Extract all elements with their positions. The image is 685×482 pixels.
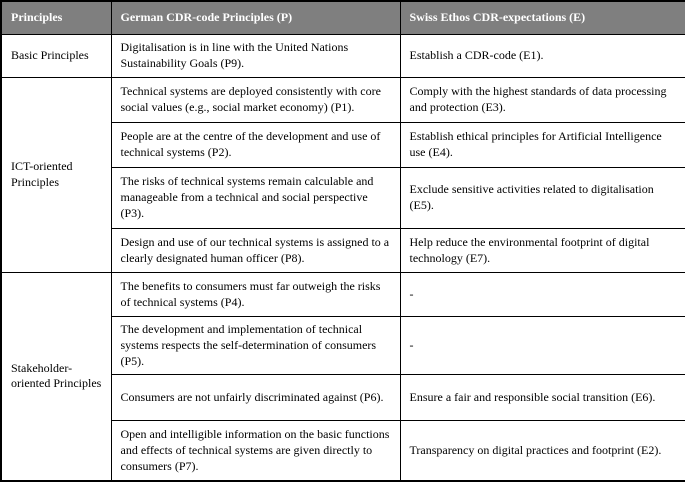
german-principle-cell-p6: Consumers are not unfairly discriminated against (P6). (111, 375, 400, 421)
german-principle-cell-p5: The development and implementation of technical systems respects the self-determination of consumers (P5). (111, 317, 400, 375)
swiss-expectation-cell-e6: Ensure a fair and responsible social transition (E6). (400, 375, 685, 421)
header-cell-principles: Principles (1, 1, 111, 35)
table-row (1, 35, 685, 78)
german-principle-cell-p2: People are at the centre of the development and use of technical systems (P2). (111, 123, 400, 168)
header-cell-german-cdr: German CDR-code Principles (P) (111, 1, 400, 35)
swiss-expectation-cell-dash-2: - (400, 317, 685, 375)
group-label-stakeholder-oriented-principles: Stakeholder-oriented Principles (1, 273, 111, 481)
swiss-expectation-cell-e7: Help reduce the environmental footprint of digital technology (E7). (400, 229, 685, 273)
swiss-expectation-cell-e1: Establish a CDR-code (E1). (400, 35, 685, 78)
table-row (1, 273, 685, 317)
table-header-row (1, 1, 685, 35)
german-principle-cell-p8: Design and use of our technical systems is assigned to a clearly designated human officer (P8). (111, 229, 400, 273)
group-label-basic-principles: Basic Principles (1, 35, 111, 78)
german-principle-cell-p1: Technical systems are deployed consistently with core social values (e.g., social market economy) (P1). (111, 78, 400, 123)
swiss-expectation-cell-e2: Transparency on digital practices and footprint (E2). (400, 421, 685, 481)
german-principle-cell-p7: Open and intelligible information on the basic functions and effects of technical systems are given directly to consumers (P7). (111, 421, 400, 481)
group-label-ict-oriented-principles: ICT-oriented Principles (1, 78, 111, 273)
swiss-expectation-cell-e5: Exclude sensitive activities related to digitalisation (E5). (400, 168, 685, 229)
german-principle-cell-p3: The risks of technical systems remain calculable and manageable from a technical and social perspective (P3). (111, 168, 400, 229)
swiss-expectation-cell-e4: Establish ethical principles for Artificial Intelligence use (E4). (400, 123, 685, 168)
swiss-expectation-cell-dash-1: - (400, 273, 685, 317)
table-row (1, 78, 685, 123)
german-principle-cell-p4: The benefits to consumers must far outweigh the risks of technical systems (P4). (111, 273, 400, 317)
header-cell-swiss-ethos: Swiss Ethos CDR-expectations (E) (400, 1, 685, 35)
german-principle-cell-p9: Digitalisation is in line with the United Nations Sustainability Goals (P9). (111, 35, 400, 78)
swiss-expectation-cell-e3: Comply with the highest standards of data processing and protection (E3). (400, 78, 685, 123)
